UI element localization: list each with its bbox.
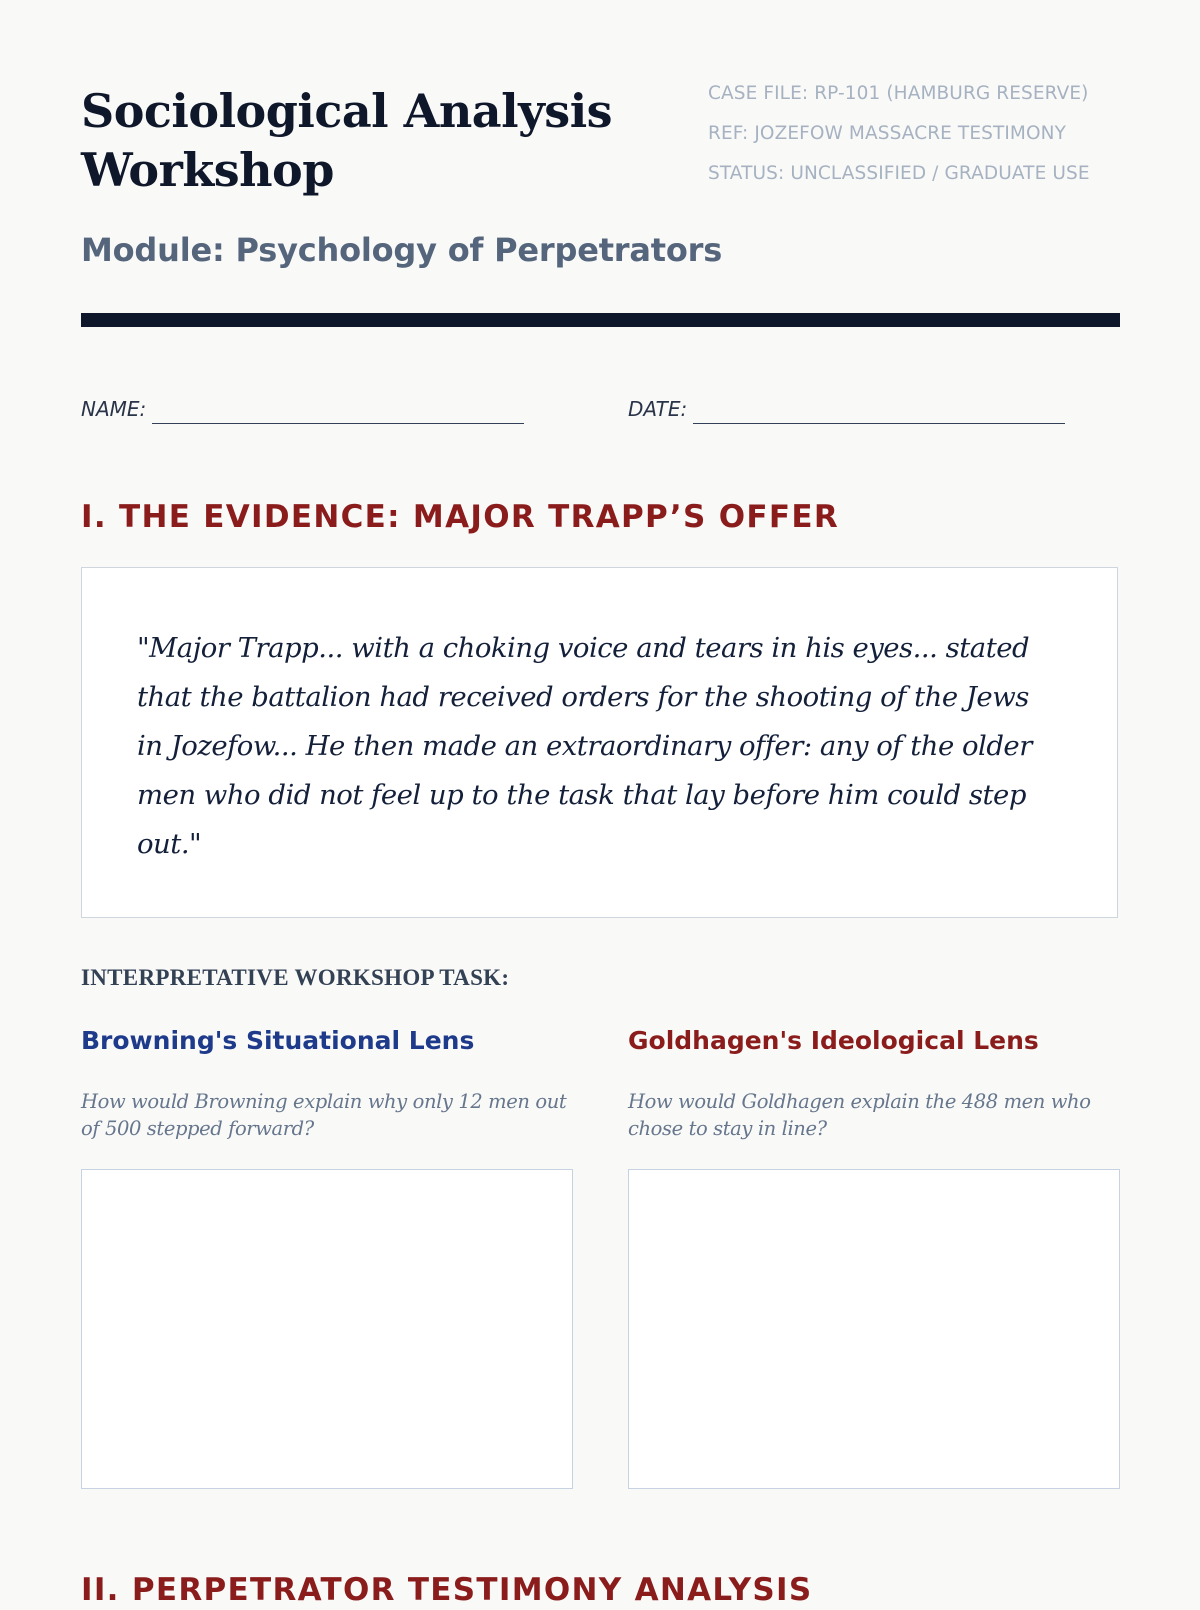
header-divider	[81, 313, 1120, 327]
date-label: DATE:	[628, 397, 688, 421]
date-blank-line[interactable]	[693, 401, 1065, 424]
name-label: NAME:	[81, 397, 147, 421]
module-subtitle: Module: Psychology of Perpetrators	[81, 231, 723, 269]
section-heading-evidence: I. THE EVIDENCE: MAJOR TRAPP’S OFFER	[81, 499, 839, 535]
goldhagen-lens-title: Goldhagen's Ideological Lens	[628, 1026, 1039, 1055]
browning-answer-box[interactable]	[81, 1169, 573, 1489]
date-field[interactable]	[628, 394, 1065, 424]
testimony-quote: "Major Trapp... with a choking voice and tears in his eyes... stated that the battalion had received orders for the shooting of the Jews in Jozefow... He then made an extraordinary offer: any of the older men who did not feel up to the task that lay before him could step out."	[137, 632, 1032, 860]
reference-line: REF: JOZEFOW MASSACRE TESTIMONY	[708, 123, 1066, 144]
goldhagen-lens-question: How would Goldhagen explain the 488 men who chose to stay in line?	[628, 1090, 1091, 1140]
workshop-task-label: INTERPRETATIVE WORKSHOP TASK:	[81, 965, 510, 990]
browning-lens-title: Browning's Situational Lens	[81, 1026, 475, 1055]
worksheet-page	[81, 0, 1120, 1608]
status-line: STATUS: UNCLASSIFIED / GRADUATE USE	[708, 163, 1090, 184]
goldhagen-answer-box[interactable]	[628, 1169, 1120, 1489]
case-file-line: CASE FILE: RP-101 (HAMBURG RESERVE)	[708, 83, 1089, 104]
name-field[interactable]	[81, 394, 524, 424]
case-metadata	[708, 80, 1120, 200]
page-title: Sociological Analysis Workshop	[81, 84, 613, 197]
testimony-quote-box	[81, 567, 1118, 918]
section-heading-testimony-analysis: II. PERPETRATOR TESTIMONY ANALYSIS	[81, 1572, 813, 1608]
browning-lens-question: How would Browning explain why only 12 men out of 500 stepped forward?	[81, 1090, 567, 1140]
name-blank-line[interactable]	[152, 401, 524, 424]
